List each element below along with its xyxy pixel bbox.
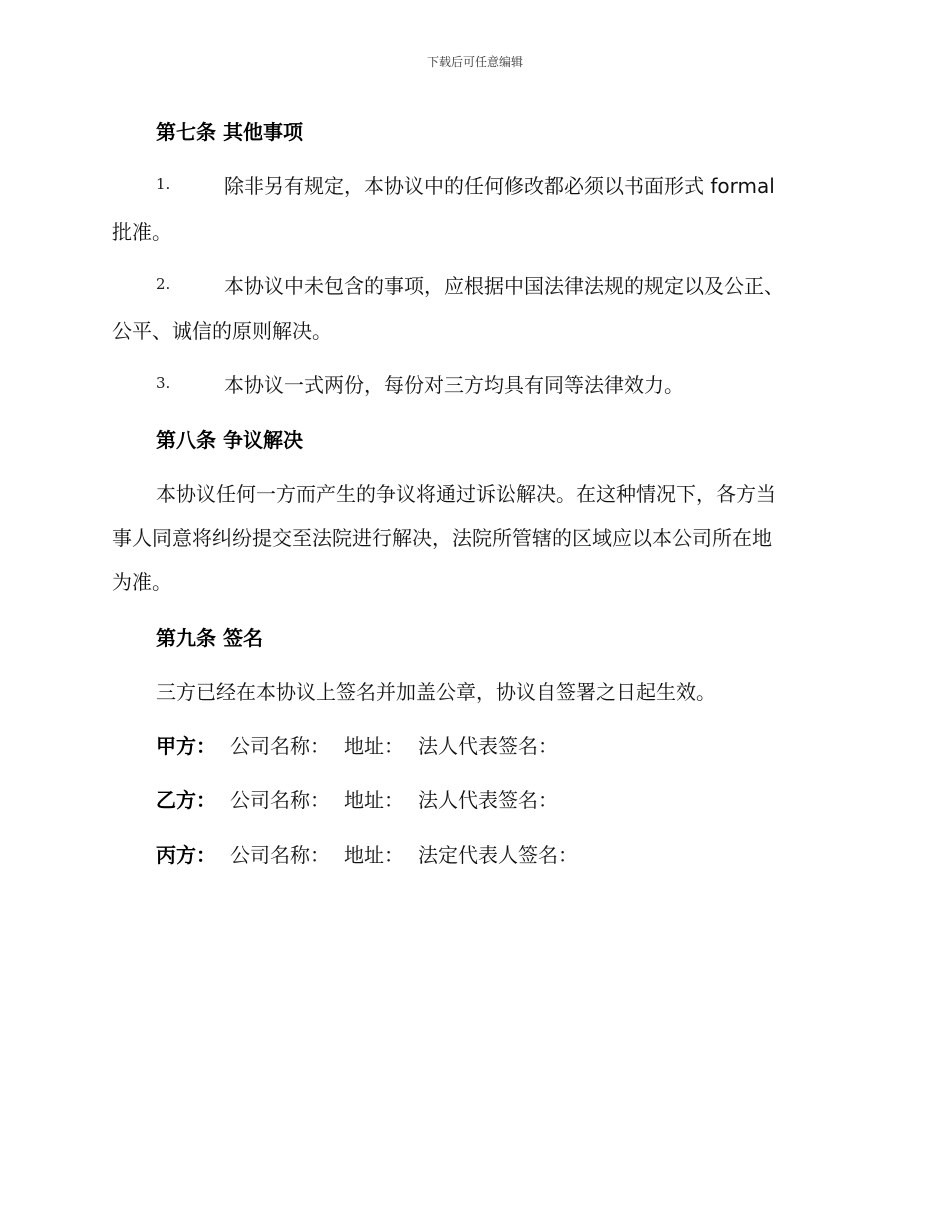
- article-7-heading: 第七条 其他事项: [156, 120, 303, 144]
- page-header-note: 下载后可任意编辑: [426, 55, 523, 69]
- article-7-item-1-number: 1.: [156, 175, 171, 193]
- article-8-line-2: 事人同意将纠纷提交至法院进行解决，法院所管辖的区域应以本公司所在地: [112, 526, 772, 550]
- party-a-address-label: 地址：: [344, 734, 404, 758]
- signature-row-party-a: [156, 730, 558, 759]
- article-7-item-1-line-2: 批准。: [112, 220, 172, 244]
- party-a-signature-label: 法人代表签名：: [418, 734, 558, 758]
- party-b-signature-label: 法人代表签名：: [418, 788, 558, 812]
- party-c-label: 丙方：: [156, 843, 216, 867]
- article-9-heading: 第九条 签名: [156, 626, 263, 650]
- article-7-item-1-line-1: 除非另有规定，本协议中的任何修改都必须以书面形式 formal: [224, 174, 775, 198]
- party-b-company-label: 公司名称：: [230, 788, 330, 812]
- party-c-address-label: 地址：: [344, 843, 404, 867]
- article-7-item-3-number: 3.: [156, 374, 171, 392]
- signature-row-party-b: [156, 784, 558, 813]
- party-c-company-label: 公司名称：: [230, 843, 330, 867]
- article-8-line-1: 本协议任何一方而产生的争议将通过诉讼解决。在这种情况下，各方当: [156, 482, 776, 506]
- article-7-item-2-line-1: 本协议中未包含的事项，应根据中国法律法规的规定以及公正、: [224, 274, 784, 298]
- article-7-item-2-line-2: 公平、诚信的原则解决。: [112, 319, 332, 343]
- signature-row-party-c: [156, 839, 578, 868]
- article-7-item-2-number: 2.: [156, 275, 171, 293]
- party-b-label: 乙方：: [156, 788, 216, 812]
- article-7-item-3-line-1: 本协议一式两份，每份对三方均具有同等法律效力。: [224, 373, 684, 397]
- party-a-company-label: 公司名称：: [230, 734, 330, 758]
- article-8-line-3: 为准。: [112, 570, 172, 594]
- party-b-address-label: 地址：: [344, 788, 404, 812]
- party-a-label: 甲方：: [156, 734, 216, 758]
- article-9-text: 三方已经在本协议上签名并加盖公章，协议自签署之日起生效。: [156, 680, 716, 704]
- party-c-signature-label: 法定代表人签名：: [418, 843, 578, 867]
- article-8-heading: 第八条 争议解决: [156, 428, 303, 452]
